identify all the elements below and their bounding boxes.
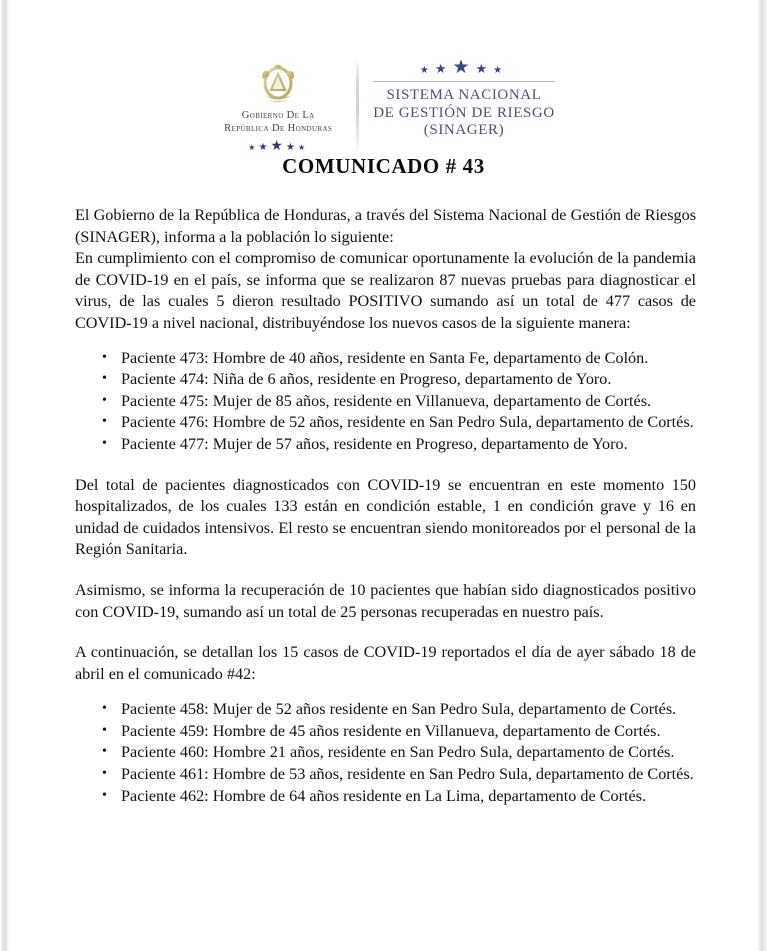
government-logo-text (212, 110, 344, 135)
page-edge-shadow-right (758, 0, 768, 951)
sinager-stars-icon: ★★★★★ (419, 57, 509, 78)
list-item: • Paciente 473: Hombre de 40 años, residente en Santa Fe, departamento de Colón. (121, 348, 696, 370)
sinager-line3: (SINAGER) (423, 122, 505, 138)
government-logo-line2: República De Honduras (224, 122, 333, 134)
list-item: • Paciente 462: Hombre de 64 años residente en La Lima, departamento de Cortés. (121, 786, 696, 808)
document-body (9, 205, 758, 807)
hospitalized-paragraph: Del total de pacientes diagnosticados con COVID-19 se encuentran en este momento 150 hospitalizados, de los cuales 133 están en condición estable, 1 en condición grave y 16 en unidad de cuidados intensivos. El resto se encuentran siendo monitoreados por el personal de la Región Sanitaria. (75, 475, 696, 559)
document-page (9, 0, 758, 951)
new-cases-list (75, 348, 696, 456)
government-logo-line1: Gobierno De La (241, 110, 315, 121)
list-item: • Paciente 458: Mujer de 52 años residente en San Pedro Sula, departamento de Cortés. (121, 699, 696, 721)
government-stars-icon: ★★★★★ (248, 139, 309, 154)
sinager-rule (373, 81, 555, 82)
list-item: • Paciente 475: Mujer de 85 años, residente en Villanueva, departamento de Cortés. (121, 391, 696, 413)
previous-communique-paragraph: A continuación, se detallan los 15 casos de COVID-19 reportados el día de ayer sábado 18 de abril en el comunicado #42: (75, 643, 696, 683)
letterhead (9, 0, 758, 154)
previous-cases-list (75, 699, 696, 807)
list-item: • Paciente 459: Hombre de 45 años residente en Villanueva, departamento de Cortés. (121, 721, 696, 743)
document-title: COMUNICADO # 43 (282, 154, 485, 178)
list-item: • Paciente 461: Hombre de 53 años, residente en San Pedro Sula, departamento de Cortés. (121, 764, 696, 786)
page-edge-shadow-left (0, 0, 9, 951)
government-logo (212, 56, 344, 154)
recovered-paragraph: Asimismo, se informa la recuperación de 10 pacientes que habían sido diagnosticados positivo con COVID-19, sumando así un total de 25 personas recuperadas en nuestro país. (75, 580, 696, 621)
logo-divider (356, 58, 359, 154)
list-item: • Paciente 460: Hombre 21 años, residente en San Pedro Sula, departamento de Cortés. (121, 742, 696, 764)
sinager-line1: SISTEMA NACIONAL (386, 87, 542, 103)
sinager-line2: DE GESTIÓN DE RIESGO (373, 104, 555, 121)
list-item: • Paciente 474: Niña de 6 años, residente en Progreso, departamento de Yoro. (121, 369, 696, 391)
list-item: • Paciente 477: Mujer de 57 años, residente en Progreso, departamento de Yoro. (121, 434, 696, 456)
honduras-coat-of-arms-icon (212, 58, 344, 110)
sinager-logo (373, 56, 555, 140)
sinager-logo-text (373, 87, 555, 140)
list-item: • Paciente 476: Hombre de 52 años, residente en San Pedro Sula, departamento de Cortés. (121, 412, 696, 434)
intro-paragraph-1: El Gobierno de la República de Honduras, a través del Sistema Nacional de Gestión de Riesgos (SINAGER), informa a la población lo siguiente: (75, 206, 696, 246)
intro-paragraph-2: En cumplimiento con el compromiso de comunicar oportunamente la evolución de la pandemia de COVID-19 en el país, se informa que se realizaron 87 nuevas pruebas para diagnosticar el virus, de las cuales 5 dieron resultado POSITIVO sumando así un total de 477 casos de COVID-19 a nivel nacional, distribuyéndose los nuevos casos de la siguiente manera: (75, 249, 696, 332)
